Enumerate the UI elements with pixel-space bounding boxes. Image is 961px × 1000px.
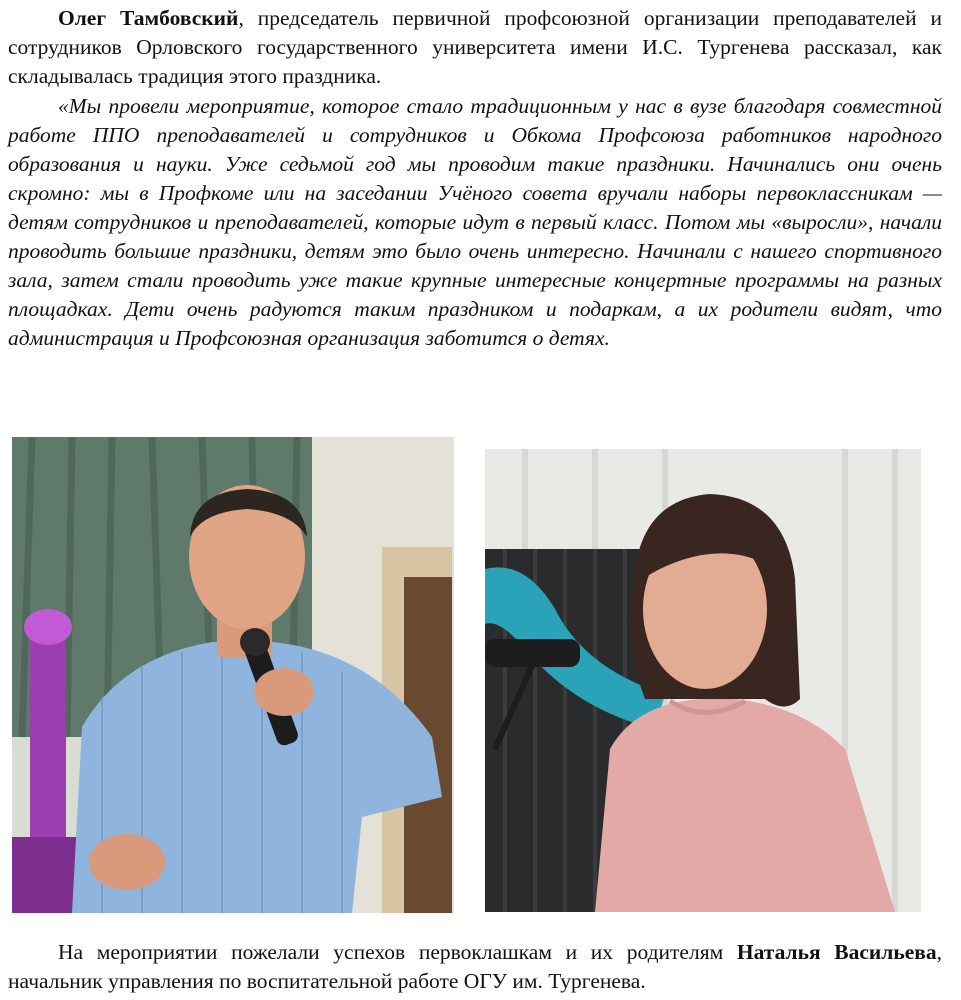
intro-paragraph xyxy=(8,4,942,91)
quote-text: «Мы провели мероприятие, которое стало традиционным у нас в вузе благодаря совместной работе ППО преподавателей и сотрудников и Обкома Профсоюза работников народного образования и науки. Уже седьмой год мы проводим такие праздники. Начинались они очень скромно: мы в Профкоме или на заседании Учёного совета вручали наборы первоклассникам — детям сотрудников и преподавателей, которые идут в первый класс. Потом мы «выросли», начали проводить большие праздники, детям это было очень интересно. Начинали с нашего спортивного зала, затем стали проводить уже такие крупные интересные концертные программы на разных площадках. Дети очень радуются таким праздником и подаркам, а их родители видят, что администрация и Профсоюзная организация заботится о детях. xyxy=(8,94,942,350)
caption-speaker-name: Наталья Васильева xyxy=(736,940,937,964)
intro-speaker-name: Олег Тамбовский xyxy=(58,6,239,30)
caption-paragraph xyxy=(8,938,942,996)
intro-text: , председатель первичной профсоюзной организации преподавателей и сотрудников Орловского государственного университета имени И.С. Тургенева рассказал, как складывалась традиция этого праздника. xyxy=(8,6,942,88)
caption-text-after: , начальник управления по воспитательной работе ОГУ им. Тургенева. xyxy=(8,940,942,993)
caption-text-before: На мероприятии пожелали успехов первоклашкам и их родителям xyxy=(58,940,737,964)
quote-paragraph xyxy=(8,92,942,353)
photo-speaker-woman xyxy=(485,449,921,912)
photo-speaker-man xyxy=(12,437,454,913)
